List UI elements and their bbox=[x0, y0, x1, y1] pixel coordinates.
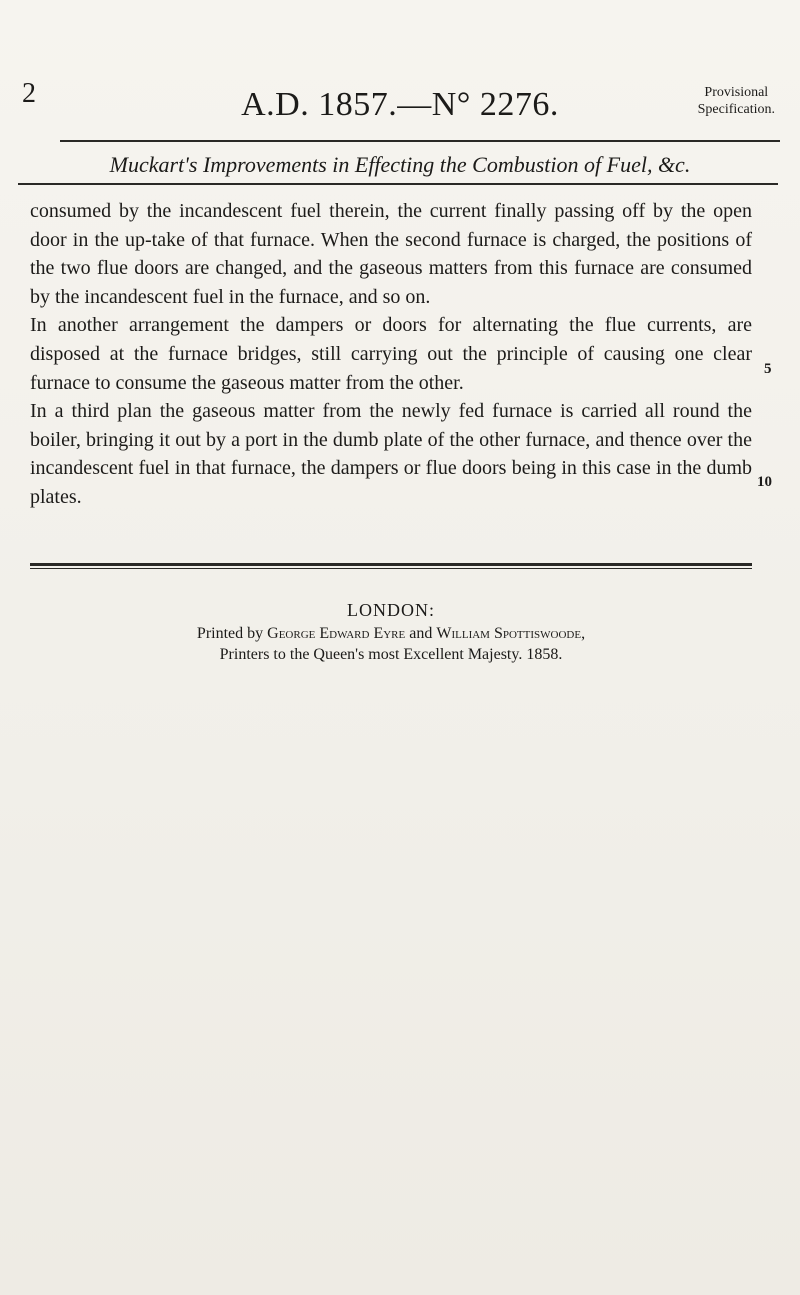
colophon-city: LONDON: bbox=[347, 600, 435, 620]
footer-rule-thin bbox=[30, 568, 752, 569]
footer-rule-thick bbox=[30, 563, 752, 566]
running-subtitle: Muckart's Improvements in Effecting the Combustion of Fuel, &c. bbox=[109, 152, 691, 177]
printed-by-prefix: Printed by bbox=[196, 625, 264, 642]
patent-title: A.D. 1857.—N° 2276. bbox=[241, 86, 559, 123]
line-number-5: 5 bbox=[764, 361, 772, 377]
colophon-printed-by bbox=[30, 623, 752, 644]
header-rule bbox=[60, 140, 780, 142]
colophon-printers-line: Printers to the Queen's most Excellent Majesty. 1858. bbox=[219, 646, 563, 663]
specification-label bbox=[698, 84, 775, 118]
spec-label-line-1: Provisional bbox=[704, 85, 769, 100]
printer-colophon bbox=[30, 600, 752, 665]
specification-body bbox=[30, 197, 752, 512]
paragraph-3: In a third plan the gaseous matter from the newly fed furnace is carried all round the boiler, bringing it out by a port in the dumb plate of the other furnace, and thence over the incandescent fuel in that furnace, the dampers or flue doors being in this case in the dumb plates. bbox=[30, 400, 752, 508]
paragraph-2: In another arrangement the dampers or doors for alternating the flue currents, are disposed at the furnace bridges, still carrying out the principle of causing one clear furnace to consume the gaseous matter from the other. bbox=[30, 314, 752, 394]
page-number: 2 bbox=[22, 78, 36, 109]
printer-and: and bbox=[409, 625, 433, 642]
spec-label-line-2: Specification. bbox=[697, 102, 775, 117]
printer-name-1: George Edward Eyre bbox=[267, 625, 406, 642]
paragraph-1: consumed by the incandescent fuel therein, the current finally passing off by the open door in the up-take of that furnace. When the second furnace is charged, the positions of the two flue doors are changed, and the gaseous matters from this furnace are consumed by the incandescent fuel in the furnace, and so on. bbox=[30, 200, 752, 308]
printer-name-2: William Spottiswoode, bbox=[436, 625, 586, 642]
line-number-10: 10 bbox=[757, 474, 772, 490]
subtitle-rule bbox=[18, 183, 778, 185]
